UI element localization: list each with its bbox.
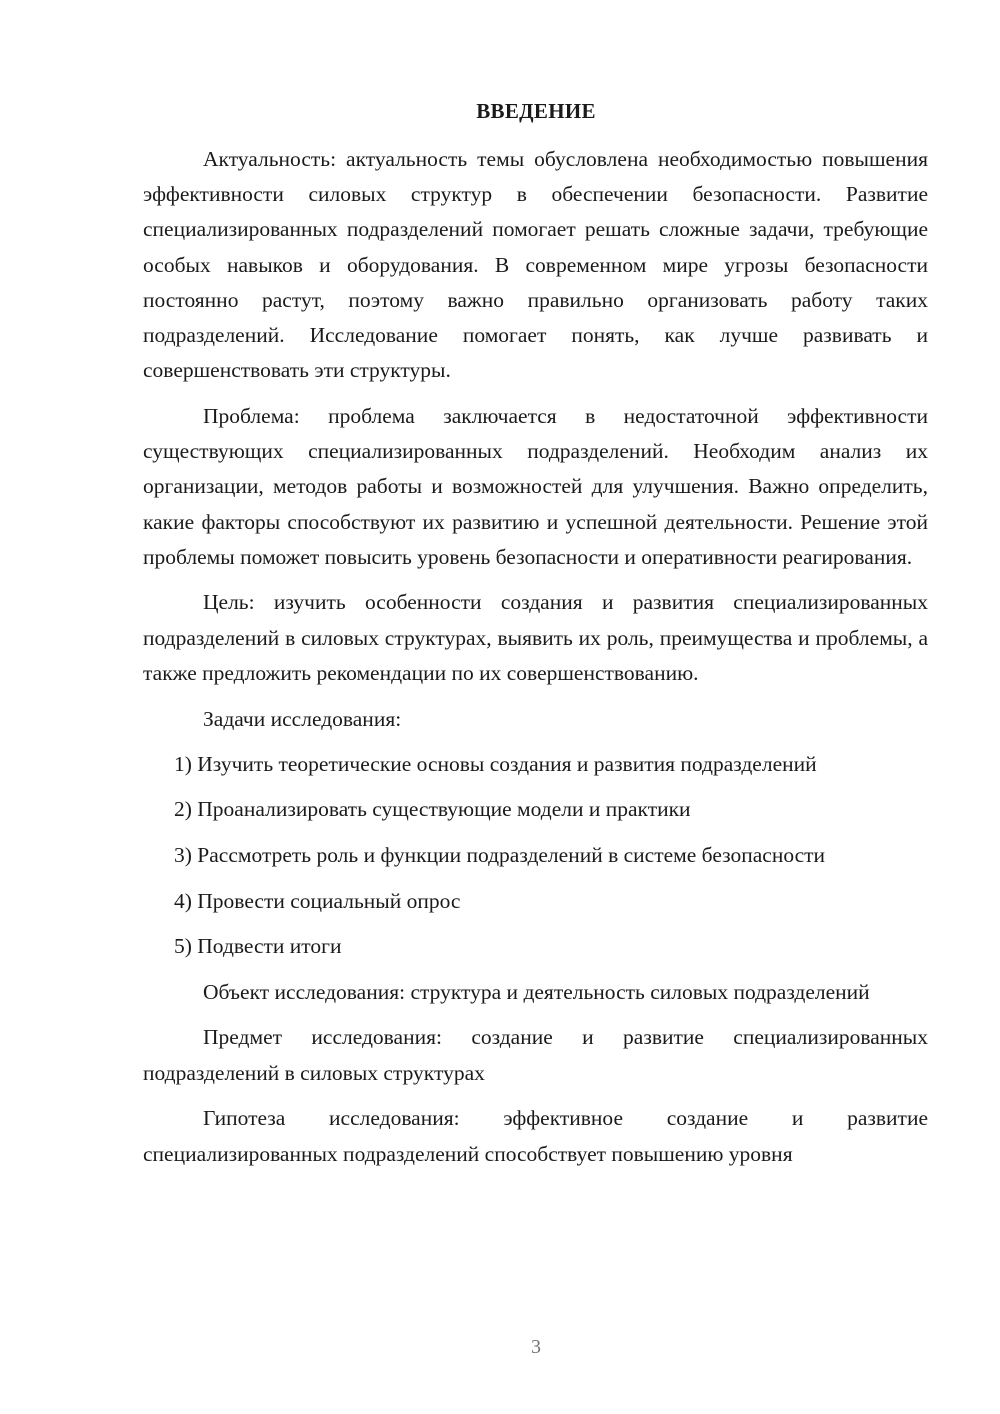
paragraph-object: Объект исследования: структура и деятельность силовых подразделений [203,979,870,1004]
list-item: 5) Подвести итоги [174,934,342,959]
list-item: 3) Рассмотреть роль и функции подразделений в системе безопасности [174,842,826,867]
list-item: 4) Провести социальный опрос [174,888,461,913]
list-item: 2) Проанализировать существующие модели и практики [174,797,691,822]
page-number: 3 [531,1336,541,1358]
paragraph-goal: Цель: изучить особенности создания и развития специализированных подразделений в силовых структурах, выявить их роль, преимущества и проблемы, а также предложить рекомендации по их совершенствованию. [143,590,928,685]
tasks-heading: Задачи исследования: [203,706,402,731]
paragraph-hypothesis: Гипотеза исследования: эффективное создание и развитие специализированных подразделений способствует повышению уровня [143,1106,928,1166]
tasks-list [143,747,928,965]
list-item: 1) Изучить теоретические основы создания и развития подразделений [174,751,817,776]
paragraph-subject: Предмет исследования: создание и развитие специализированных подразделений в силовых структурах [143,1025,928,1085]
paragraph-relevance: Актуальность: актуальность темы обусловлена необходимостью повышения эффективности силовых структур в обеспечении безопасности. Развитие специализированных подразделений помогает решать сложные задачи, требующие особых навыков и оборудования. В современном мире угрозы безопасности постоянно растут, поэтому важно правильно организовать работу таких подразделений. Исследование помогает понять, как лучше развивать и совершенствовать эти структуры. [143,147,928,383]
document-body [143,142,928,1182]
page-title: ВВЕДЕНИЕ [476,99,596,123]
paragraph-problem: Проблема: проблема заключается в недостаточной эффективности существующих специализированных подразделений. Необходим анализ их организации, методов работы и возможностей для улучшения. Важно определить, какие факторы способствуют их развитию и успешной деятельности. Решение этой проблемы поможет повысить уровень безопасности и оперативности реагирования. [143,403,928,569]
